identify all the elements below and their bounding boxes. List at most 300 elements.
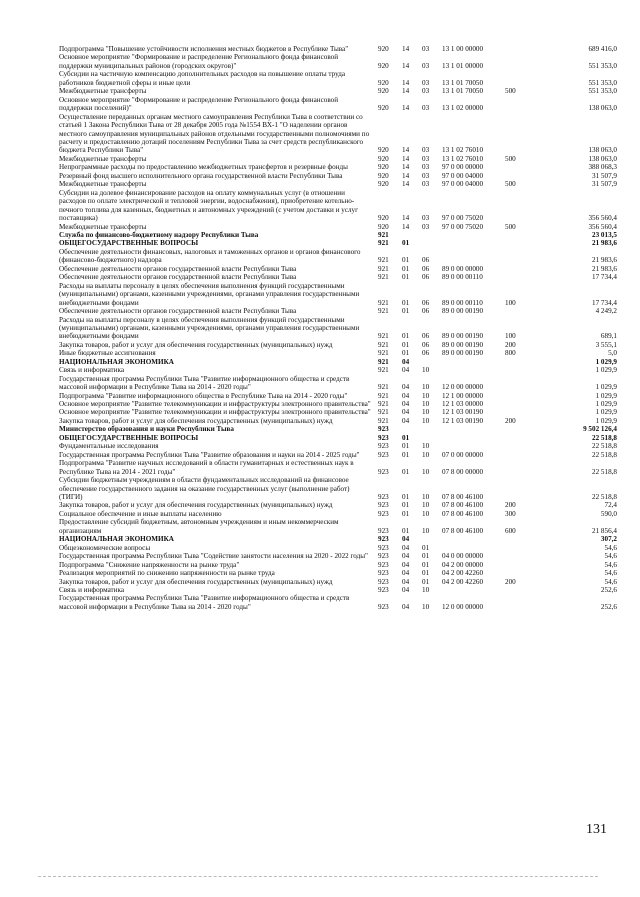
row-rz: 14 bbox=[402, 45, 410, 53]
row-vr bbox=[505, 172, 545, 180]
row-rz: 14 bbox=[402, 87, 410, 96]
row-vr bbox=[505, 70, 545, 87]
row-name: Закупка товаров, работ и услуг для обеспечения государственных (муниципальных) нужд bbox=[59, 340, 333, 349]
row-sum: 54,6 bbox=[604, 543, 617, 552]
table-row bbox=[59, 223, 617, 231]
row-name: Обеспечение деятельности органов государственной власти Республики Тыва bbox=[59, 273, 297, 282]
row-pr: 10 bbox=[422, 366, 430, 375]
row-rz: 01 bbox=[402, 526, 410, 535]
row-gr: 923 bbox=[378, 450, 389, 459]
row-rz bbox=[402, 425, 422, 433]
table-row bbox=[59, 358, 617, 366]
row-csr: 07 8 00 00000 bbox=[442, 467, 484, 476]
row-rz bbox=[402, 231, 422, 239]
row-pr: 10 bbox=[422, 501, 430, 510]
row-sum: 590,0 bbox=[600, 509, 617, 518]
table-body bbox=[59, 45, 617, 611]
row-pr bbox=[422, 425, 442, 433]
row-csr: 07 8 00 46100 bbox=[442, 526, 484, 535]
table-row bbox=[59, 239, 617, 247]
row-csr bbox=[442, 231, 505, 239]
row-name: Закупка товаров, работ и услуг для обеспечения государственных (муниципальных) нужд bbox=[59, 416, 333, 425]
row-pr: 01 bbox=[422, 569, 430, 578]
row-pr: 10 bbox=[422, 493, 430, 502]
row-gr: 921 bbox=[378, 273, 389, 282]
table-row bbox=[59, 408, 617, 416]
row-name: Закупка товаров, работ и услуг для обеспечения государственных (муниципальных) нужд bbox=[59, 501, 333, 510]
row-rz: 04 bbox=[402, 577, 410, 586]
row-vr bbox=[505, 375, 545, 392]
row-vr bbox=[505, 189, 545, 223]
row-rz: 14 bbox=[402, 163, 410, 172]
row-sum: 22 518,8 bbox=[592, 450, 617, 459]
row-name: Подпрограмма "Развитие научных исследований в области гуманитарных и естественных наук в Республике Тыва на 2014 - 2021 годы" bbox=[59, 459, 354, 476]
row-pr: 10 bbox=[422, 416, 430, 425]
row-gr: 921 bbox=[378, 408, 389, 417]
row-name: Межбюджетные трансферты bbox=[59, 154, 147, 163]
row-vr: 500 bbox=[505, 180, 516, 189]
table-row bbox=[59, 172, 617, 180]
row-sum: 551 353,0 bbox=[588, 78, 617, 87]
row-rz: 14 bbox=[402, 146, 410, 155]
row-csr: 97 0 00 75020 bbox=[442, 214, 484, 223]
row-pr: 10 bbox=[422, 526, 430, 535]
row-pr: 10 bbox=[422, 450, 430, 459]
row-vr bbox=[505, 535, 545, 543]
row-name: Предоставление субсидий бюджетным, автономным учреждениям и иным некоммерческим организациям bbox=[59, 518, 339, 535]
row-name: Обеспечение деятельности органов государственной власти Республики Тыва bbox=[59, 264, 297, 273]
row-sum: 1 029,9 bbox=[595, 383, 617, 392]
table-row bbox=[59, 569, 617, 577]
table-row bbox=[59, 544, 617, 552]
row-rz: 04 bbox=[402, 586, 410, 594]
row-name: Подпрограмма "Развитие информационного общества в Республике Тыва на 2014 - 2020 годы" bbox=[59, 391, 348, 400]
row-name: Основное мероприятие "Развитие телекоммуникации и инфраструктуры электронного правительства" bbox=[59, 408, 371, 417]
table-row bbox=[59, 476, 617, 501]
row-pr: 03 bbox=[422, 163, 430, 172]
row-rz: 01 bbox=[402, 273, 410, 282]
row-pr: 10 bbox=[422, 467, 430, 476]
row-sum: 1 029,9 bbox=[595, 408, 617, 417]
row-pr: 10 bbox=[422, 586, 430, 594]
row-gr: 923 bbox=[378, 586, 389, 594]
table-row bbox=[59, 231, 617, 239]
row-rz: 01 bbox=[402, 264, 410, 273]
row-name: Обеспечение деятельности финансовых, налоговых и таможенных органов и органов финансового (финансово-бюджетного) надзора bbox=[59, 247, 361, 265]
row-pr bbox=[422, 434, 442, 442]
table-row bbox=[59, 248, 617, 265]
row-pr: 03 bbox=[422, 146, 430, 155]
row-gr: 920 bbox=[378, 214, 389, 223]
row-csr: 12 1 00 00000 bbox=[442, 391, 484, 400]
row-sum: 689 416,0 bbox=[588, 45, 617, 53]
row-csr: 89 0 00 00000 bbox=[442, 264, 484, 273]
row-name: Основное мероприятие "Развитие телекоммуникации и инфраструктуры электронного правительства" bbox=[59, 400, 371, 409]
row-name: Основное мероприятие "Формирование и распределение Регионального фонда финансовой поддержки поселений)" bbox=[59, 95, 339, 113]
row-pr bbox=[422, 239, 442, 247]
row-vr: 100 bbox=[505, 332, 516, 341]
row-csr bbox=[442, 544, 505, 552]
row-csr bbox=[442, 535, 505, 543]
row-gr: 920 bbox=[378, 146, 389, 155]
row-name: Государственная программа Республики Тыва "Развитие образования и науки на 2014 - 2025 годы" bbox=[59, 450, 360, 459]
row-gr: 921 bbox=[378, 357, 389, 366]
row-sum: 307,2 bbox=[600, 535, 617, 544]
row-name: Служба по финансово-бюджетному надзору Республики Тыва bbox=[59, 230, 259, 239]
row-pr: 06 bbox=[422, 264, 430, 273]
row-name: ОБЩЕГОСУДАРСТВЕННЫЕ ВОПРОСЫ bbox=[59, 433, 199, 442]
row-pr: 06 bbox=[422, 340, 430, 349]
row-pr: 03 bbox=[422, 222, 430, 231]
row-name: Фундаментальные исследования bbox=[59, 442, 159, 451]
row-name: Субсидии на долевое финансирование расходов на оплату коммунальных услуг (в отношении расходов по оплате электрической и тепловой энергии, водоснабжения), приобретение котельно-печного топлива для казенных, бюджетных и автономных учреждений (с учетом доставки и услуг поставщика) bbox=[59, 188, 359, 223]
row-pr: 03 bbox=[422, 154, 430, 163]
row-gr: 923 bbox=[378, 493, 389, 502]
row-rz: 14 bbox=[402, 214, 410, 223]
row-csr: 12 0 00 00000 bbox=[442, 383, 484, 392]
table-row bbox=[59, 501, 617, 509]
row-name: Министерство образования и науки Республики Тыва bbox=[59, 425, 234, 434]
row-vr bbox=[505, 561, 545, 569]
row-csr: 13 1 01 70050 bbox=[442, 78, 484, 87]
row-sum: 22 518,8 bbox=[592, 467, 617, 476]
row-rz: 04 bbox=[402, 400, 410, 409]
row-gr: 923 bbox=[378, 543, 389, 552]
row-gr: 920 bbox=[378, 104, 389, 113]
row-csr: 97 0 00 04000 bbox=[442, 180, 484, 189]
row-vr bbox=[505, 442, 545, 450]
row-gr: 920 bbox=[378, 61, 389, 70]
row-name: Связь и информатика bbox=[59, 586, 125, 594]
row-vr bbox=[505, 552, 545, 560]
table-row bbox=[59, 45, 617, 53]
table-row bbox=[59, 451, 617, 459]
table-row bbox=[59, 434, 617, 442]
row-gr: 921 bbox=[378, 332, 389, 341]
row-csr: 13 1 01 70050 bbox=[442, 87, 484, 96]
table-row bbox=[59, 552, 617, 560]
row-name: Общеэкономические вопросы bbox=[59, 543, 151, 552]
row-rz: 01 bbox=[402, 467, 410, 476]
table-row bbox=[59, 87, 617, 95]
row-vr bbox=[505, 248, 545, 265]
row-vr bbox=[505, 434, 545, 442]
row-gr: 920 bbox=[378, 180, 389, 189]
row-vr bbox=[505, 408, 545, 416]
row-gr: 920 bbox=[378, 45, 389, 53]
row-vr: 500 bbox=[505, 222, 516, 231]
row-name: Иные бюджетные ассигнования bbox=[59, 349, 156, 358]
row-rz: 14 bbox=[402, 171, 410, 180]
row-rz: 04 bbox=[402, 366, 410, 375]
row-name: Основное мероприятие "Формирование и распределение Регионального фонда финансовой поддержки муниципальных районов (городских округов)" bbox=[59, 53, 339, 70]
row-csr: 12 0 00 00000 bbox=[442, 602, 484, 611]
row-sum: 138 063,0 bbox=[588, 104, 617, 113]
row-pr: 03 bbox=[422, 180, 430, 189]
row-vr bbox=[505, 265, 545, 273]
row-rz: 01 bbox=[402, 493, 410, 502]
row-gr: 920 bbox=[378, 163, 389, 172]
row-rz: 01 bbox=[402, 307, 410, 316]
row-csr bbox=[442, 425, 505, 433]
row-csr: 12 1 03 00000 bbox=[442, 400, 484, 409]
row-vr bbox=[505, 307, 545, 315]
row-vr bbox=[505, 231, 545, 239]
row-name: Межбюджетные трансферты bbox=[59, 180, 147, 189]
row-sum: 689,1 bbox=[600, 332, 617, 341]
row-rz: 01 bbox=[402, 442, 410, 451]
row-rz: 01 bbox=[402, 501, 410, 510]
row-vr: 600 bbox=[505, 526, 516, 535]
row-rz: 04 bbox=[402, 560, 410, 569]
row-sum: 21 983,6 bbox=[592, 239, 617, 248]
row-vr: 500 bbox=[505, 87, 516, 96]
table-row bbox=[59, 273, 617, 281]
row-gr: 921 bbox=[378, 307, 389, 316]
row-rz: 01 bbox=[402, 340, 410, 349]
table-row bbox=[59, 510, 617, 518]
table-row bbox=[59, 349, 617, 357]
row-csr: 89 0 00 00110 bbox=[442, 273, 483, 282]
row-pr: 06 bbox=[422, 332, 430, 341]
row-sum: 3 555,1 bbox=[595, 340, 617, 349]
table-row bbox=[59, 180, 617, 188]
row-vr bbox=[505, 113, 545, 155]
row-sum: 551 353,0 bbox=[588, 61, 617, 70]
row-csr bbox=[442, 442, 505, 450]
row-vr: 100 bbox=[505, 298, 516, 307]
row-rz: 04 bbox=[402, 552, 410, 561]
table-row bbox=[59, 70, 617, 87]
row-gr: 923 bbox=[378, 467, 389, 476]
table-row bbox=[59, 282, 617, 307]
row-pr: 03 bbox=[422, 214, 430, 223]
table-row bbox=[59, 307, 617, 315]
row-vr bbox=[505, 594, 545, 611]
row-name: Государственная программа Республики Тыва "Развитие информационного общества и средств массовой информации в Республике Тыва на 2014 - 2020 годы" bbox=[59, 594, 350, 611]
row-gr: 923 bbox=[378, 501, 389, 510]
row-csr: 04 2 00 00000 bbox=[442, 560, 484, 569]
row-sum: 23 013,5 bbox=[592, 230, 617, 239]
row-csr: 04 2 00 42260 bbox=[442, 569, 484, 578]
row-rz: 01 bbox=[402, 509, 410, 518]
row-sum: 138 063,0 bbox=[588, 154, 617, 163]
row-vr bbox=[505, 451, 545, 459]
row-name: Непрограммные расходы по предоставлению межбюджетных трансфертов и резервные фонды bbox=[59, 163, 348, 172]
row-csr: 89 0 00 00190 bbox=[442, 340, 484, 349]
row-pr: 03 bbox=[422, 104, 430, 113]
table-row bbox=[59, 518, 617, 535]
row-csr: 97 0 00 04000 bbox=[442, 171, 484, 180]
row-sum: 252,6 bbox=[600, 602, 617, 611]
row-sum: 9 502 126,4 bbox=[583, 425, 617, 434]
row-sum: 22 518,8 bbox=[592, 433, 617, 442]
row-csr bbox=[442, 239, 505, 247]
row-vr: 200 bbox=[505, 577, 516, 586]
row-csr: 07 8 00 46100 bbox=[442, 501, 484, 510]
row-name: Межбюджетные трансферты bbox=[59, 87, 147, 96]
row-name: Закупка товаров, работ и услуг для обеспечения государственных (муниципальных) нужд bbox=[59, 577, 333, 586]
row-sum: 138 063,0 bbox=[588, 146, 617, 155]
row-rz: 04 bbox=[402, 602, 410, 611]
row-vr bbox=[505, 425, 545, 433]
row-rz: 04 bbox=[402, 391, 410, 400]
row-csr: 97 0 00 75020 bbox=[442, 222, 484, 231]
row-sum: 1 029,9 bbox=[595, 366, 617, 375]
table-row bbox=[59, 561, 617, 569]
row-gr: 920 bbox=[378, 171, 389, 180]
row-sum: 54,6 bbox=[604, 560, 617, 569]
row-name: ОБЩЕГОСУДАРСТВЕННЫЕ ВОПРОСЫ bbox=[59, 239, 199, 248]
row-sum: 1 029,9 bbox=[595, 400, 617, 409]
table-row bbox=[59, 392, 617, 400]
footer-divider bbox=[38, 876, 598, 877]
row-vr bbox=[505, 239, 545, 247]
row-rz: 04 bbox=[402, 569, 410, 578]
row-pr bbox=[422, 358, 442, 366]
row-csr bbox=[442, 248, 505, 265]
row-csr: 04 2 00 42260 bbox=[442, 577, 484, 586]
row-pr: 01 bbox=[422, 543, 430, 552]
row-pr: 01 bbox=[422, 560, 430, 569]
row-csr: 89 0 00 00110 bbox=[442, 298, 483, 307]
row-csr: 97 0 00 00000 bbox=[442, 163, 484, 172]
table-row bbox=[59, 53, 617, 70]
row-vr bbox=[505, 273, 545, 281]
row-gr: 920 bbox=[378, 222, 389, 231]
row-rz: 01 bbox=[402, 433, 410, 442]
row-gr: 923 bbox=[378, 577, 389, 586]
row-sum: 356 560,4 bbox=[588, 222, 617, 231]
row-gr: 923 bbox=[378, 535, 389, 544]
row-vr: 500 bbox=[505, 154, 516, 163]
row-gr: 923 bbox=[378, 526, 389, 535]
row-pr: 10 bbox=[422, 408, 430, 417]
row-vr bbox=[505, 476, 545, 501]
row-gr: 921 bbox=[378, 340, 389, 349]
row-sum: 22 518,8 bbox=[592, 442, 617, 451]
table-row bbox=[59, 189, 617, 223]
row-vr: 300 bbox=[505, 509, 516, 518]
table-row bbox=[59, 375, 617, 392]
table-row bbox=[59, 535, 617, 543]
row-rz: 01 bbox=[402, 239, 410, 248]
row-name: Субсидии на частичную компенсацию дополнительных расходов на повышение оплаты труда работников бюджетной сферы и иные цели bbox=[59, 70, 346, 87]
row-rz: 14 bbox=[402, 154, 410, 163]
row-vr: 200 bbox=[505, 340, 516, 349]
row-gr: 920 bbox=[378, 87, 389, 96]
row-csr: 13 1 02 76010 bbox=[442, 154, 484, 163]
row-vr bbox=[505, 544, 545, 552]
row-name: Резервный фонд высшего исполнительного органа государственной власти Республики Тыва bbox=[59, 171, 343, 180]
row-rz: 04 bbox=[402, 535, 410, 544]
table-row bbox=[59, 316, 617, 341]
row-sum: 551 353,0 bbox=[588, 87, 617, 96]
row-name: Расходы на выплаты персоналу в целях обеспечения выполнения функций государственными (муниципальными) органами, казенными учреждениями, органами управления государственными внебюджетными фондами bbox=[59, 281, 360, 307]
row-sum: 21 983,6 bbox=[592, 256, 617, 265]
row-vr: 800 bbox=[505, 349, 516, 358]
row-pr: 10 bbox=[422, 400, 430, 409]
row-sum: 54,6 bbox=[604, 577, 617, 586]
row-sum: 22 518,8 bbox=[592, 493, 617, 502]
table-row bbox=[59, 265, 617, 273]
row-csr: 13 1 01 00000 bbox=[442, 61, 484, 70]
row-rz: 01 bbox=[402, 332, 410, 341]
row-rz: 14 bbox=[402, 180, 410, 189]
row-sum: 31 507,9 bbox=[592, 180, 617, 189]
row-gr: 921 bbox=[378, 391, 389, 400]
row-gr: 921 bbox=[378, 416, 389, 425]
row-vr bbox=[505, 392, 545, 400]
row-csr: 89 0 00 00190 bbox=[442, 349, 484, 358]
row-vr bbox=[505, 163, 545, 171]
row-sum: 4 249,2 bbox=[595, 307, 617, 316]
row-pr: 10 bbox=[422, 383, 430, 392]
row-name: Подпрограмма "Повышение устойчивости исполнения местных бюджетов в Республике Тыва" bbox=[59, 45, 349, 53]
row-rz: 04 bbox=[402, 416, 410, 425]
row-rz: 14 bbox=[402, 222, 410, 231]
budget-table bbox=[59, 45, 617, 611]
row-csr: 89 0 00 00190 bbox=[442, 307, 484, 316]
row-pr: 06 bbox=[422, 256, 430, 265]
row-pr: 06 bbox=[422, 307, 430, 316]
row-gr: 921 bbox=[378, 256, 389, 265]
row-csr: 07 8 00 46100 bbox=[442, 493, 484, 502]
row-pr: 03 bbox=[422, 171, 430, 180]
table-row bbox=[59, 113, 617, 155]
row-sum: 1 029,9 bbox=[595, 416, 617, 425]
row-gr: 920 bbox=[378, 78, 389, 87]
row-vr: 200 bbox=[505, 416, 516, 425]
row-gr: 923 bbox=[378, 442, 389, 451]
row-csr: 13 1 02 76010 bbox=[442, 146, 484, 155]
row-csr: 07 8 00 46100 bbox=[442, 509, 484, 518]
row-name: Государственная программа Республики Тыва "Развитие информационного общества и средств массовой информации в Республике Тыва на 2014 - 2020 годы" bbox=[59, 374, 350, 392]
row-gr: 921 bbox=[378, 366, 389, 375]
row-vr bbox=[505, 586, 545, 594]
row-csr: 13 1 02 00000 bbox=[442, 104, 484, 113]
row-pr bbox=[422, 535, 442, 543]
row-csr: 12 1 03 00190 bbox=[442, 408, 484, 417]
row-vr bbox=[505, 569, 545, 577]
row-sum: 54,6 bbox=[604, 569, 617, 578]
row-rz: 01 bbox=[402, 256, 410, 265]
row-gr: 921 bbox=[378, 239, 389, 248]
row-gr: 920 bbox=[378, 154, 389, 163]
row-rz: 14 bbox=[402, 104, 410, 113]
row-csr bbox=[442, 366, 505, 374]
row-vr bbox=[505, 400, 545, 408]
row-gr: 923 bbox=[378, 509, 389, 518]
row-vr: 200 bbox=[505, 501, 516, 510]
row-rz: 01 bbox=[402, 349, 410, 358]
table-row bbox=[59, 155, 617, 163]
row-gr: 921 bbox=[378, 230, 389, 239]
row-pr: 10 bbox=[422, 391, 430, 400]
row-gr: 921 bbox=[378, 264, 389, 273]
row-sum: 72,4 bbox=[604, 501, 617, 510]
row-sum: 21 856,4 bbox=[592, 526, 617, 535]
row-name: Реализация мероприятий по снижению напряженности на рынке труда bbox=[59, 569, 275, 578]
row-name: НАЦИОНАЛЬНАЯ ЭКОНОМИКА bbox=[59, 357, 174, 366]
row-name: Субсидии бюджетным учреждениям в области фундаментальных исследований на финансовое обеспечение государственного задания на оказание государственных услуг (выполнение работ) (ТИГИ) bbox=[59, 476, 350, 502]
table-row bbox=[59, 442, 617, 450]
row-sum: 252,6 bbox=[600, 586, 617, 594]
table-row bbox=[59, 459, 617, 476]
row-rz: 04 bbox=[402, 543, 410, 552]
row-pr: 06 bbox=[422, 298, 430, 307]
row-name: Межбюджетные трансферты bbox=[59, 222, 147, 231]
